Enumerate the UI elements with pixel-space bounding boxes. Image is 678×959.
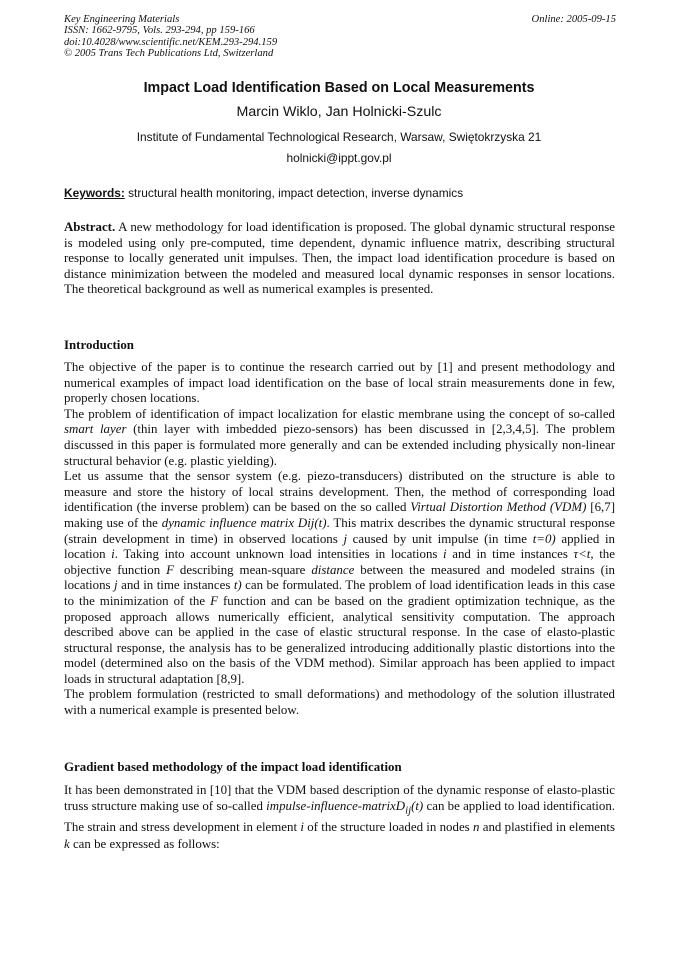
abstract-label: Abstract. <box>64 220 116 234</box>
keywords <box>64 186 616 200</box>
online-date: Online: 2005-09-15 <box>531 14 616 25</box>
copyright-line: © 2005 Trans Tech Publications Ltd, Switzerland <box>64 48 274 60</box>
intro-paragraph-2: The problem of identification of impact localization for elastic membrane using the concept of so-called smart layer (thin layer with imbedded piezo-sensors) has been discussed in [2,3,4,5]. The problem discussed in this paper is formulated more generally and can be extended including physically non-linear structural behavior (e.g. plastic yielding). <box>64 406 616 468</box>
affiliation: Institute of Fundamental Technological Research, Warsaw, Swiętokrzyska 21 <box>136 130 542 144</box>
paper-title: Impact Load Identification Based on Local Measurements <box>143 80 535 96</box>
gradient-paragraph-1: It has been demonstrated in [10] that the VDM based description of the dynamic response of elasto-plastic truss structure making use of so-called impulse-influence-matrixD$_{ij}$(t) can be applied to load identification. The strain and stress development in element i of the structure loaded in nodes n and plastified in elements k can be expressed as follows: <box>64 783 615 851</box>
intro-paragraph-1: The objective of the paper is to continue the research carried out by [1] and present methodology and numerical examples of impact load identification on the base of local strain measurements done in few, properly chosen locations. <box>64 360 615 406</box>
issn-line: ISSN: 1662-9795, Vols. 293-294, pp 159-166 <box>64 25 255 37</box>
keywords-text: structural health monitoring, impact detection, inverse dynamics <box>124 186 464 200</box>
abstract-text: A new methodology for load identification is proposed. The global dynamic structural response is modeled using only pre-computed, time dependent, dynamic influence matrix, describing structural response to locally generated unit impulses. Then, the impact load identification procedure is based on distance minimization between the modeled and measured local dynamic responses in sensor locations. The theoretical background as well as numerical examples is presented. <box>64 220 615 297</box>
keywords-label: Keywords: <box>64 186 125 200</box>
section-heading-introduction: Introduction <box>64 338 134 352</box>
author-email: holnicki@ippt.gov.pl <box>286 151 392 165</box>
introduction-body <box>64 360 615 719</box>
section-heading-gradient: Gradient based methodology of the impact load identification <box>64 760 402 774</box>
journal-header <box>64 14 616 60</box>
impulse-matrix-symbol: $D_{ij}(t)$ <box>395 799 424 817</box>
gradient-body <box>64 782 615 852</box>
journal-name: Key Engineering Materials <box>64 14 180 25</box>
intro-paragraph-4: The problem formulation (restricted to small deformations) and methodology of the solution illustrated with a numerical example is presented below. <box>64 687 615 718</box>
abstract <box>64 220 615 298</box>
paper-authors: Marcin Wiklo, Jan Holnicki-Szulc <box>236 104 442 120</box>
doi-line: doi:10.4028/www.scientific.net/KEM.293-294.159 <box>64 36 278 48</box>
intro-paragraph-3: Let us assume that the sensor system (e.g. piezo-transducers) distributed on the structure is able to measure and store the history of local strains development. Then, the method of corresponding load identification (the inverse problem) can be based on the so called Virtual Distortion Method (VDM) [6,7] making use of the dynamic influence matrix Dij(t). This matrix describes the dynamic structural response (strain development in time) in observed locations j caused by unit impulse (in time t=0) applied in location i. Taking into account unknown load intensities in locations i and in time instances τ<t, the objective function F describing mean-square distance between the measured and modeled strains (in locations j and in time instances t) can be formulated. The problem of load identification leads in this case to the minimization of the F function and can be based on the gradient optimization technique, as the proposed approach allows numerically efficient, analytical sensitivity computation. The approach described above can be applied in the case of elastic structural response. In the case of elasto-plastic structural response, the analysis has to be generalized introducing additionally plastic distortions into the model (determined also on the basis of the VDM method). Similar approach has been applied to impact loads in structural adaptation [8,9]. <box>64 469 616 686</box>
